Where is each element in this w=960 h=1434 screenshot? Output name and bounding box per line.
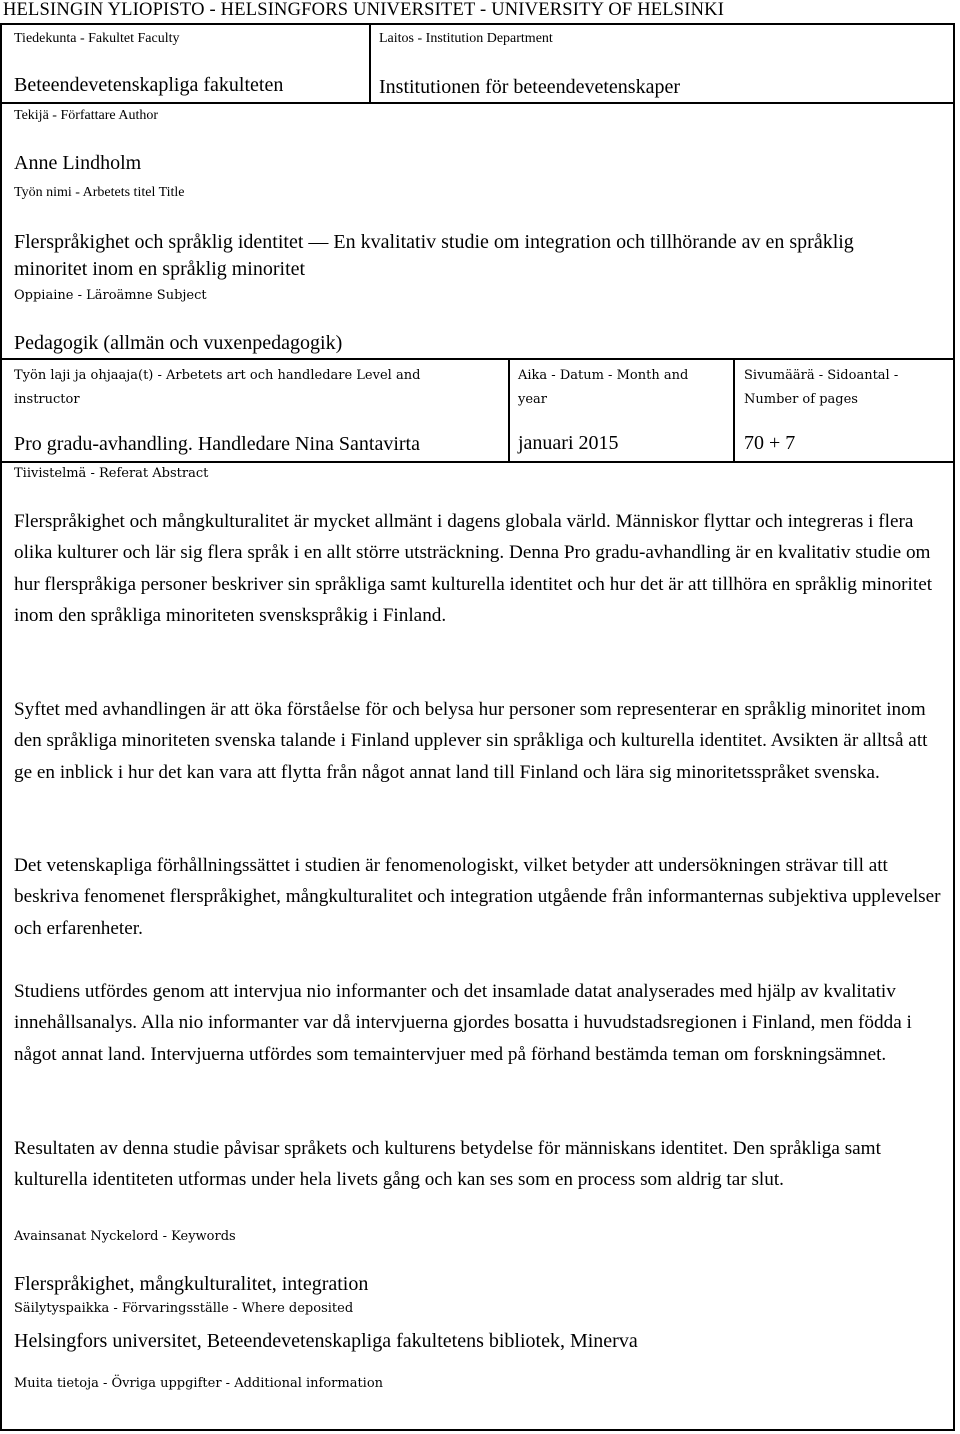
abstract-label: Tiivistelmä - Referat Abstract [14, 466, 209, 481]
university-header: HELSINGIN YLIOPISTO - HELSINGFORS UNIVERSITET - UNIVERSITY OF HELSINKI [3, 0, 725, 20]
author-label: Tekijä - Författare Author [14, 108, 159, 123]
level-value: Pro gradu-avhandling. Handledare Nina Santavirta [14, 433, 420, 455]
pages-value: 70 + 7 [744, 432, 796, 454]
deposited-label: Säilytyspaikka - Förvaringsställe - Where deposited [14, 1301, 354, 1316]
subject-value: Pedagogik (allmän och vuxenpedagogik) [14, 332, 343, 354]
department-label: Laitos - Institution Department [379, 31, 553, 46]
abstract-paragraph: Det vetenskapliga förhållningssättet i studien är fenomenologiskt, vilket betyder att undersökningen strävar till att beskriva fenomenet flerspråkighet, mångkulturalitet och integration utgående från informanternas subjektiva upplevelser och erfarenheter. [14, 855, 941, 939]
rule-pages-divider [733, 358, 735, 462]
date-label: Aika - Datum - Month and year [518, 368, 689, 407]
rule-date-divider [508, 358, 510, 462]
rule-abstract [0, 461, 955, 463]
department-value: Institutionen för beteendevetenskaper [379, 76, 680, 98]
deposited-value: Helsingfors universitet, Beteendevetenskapliga fakultetens bibliotek, Minerva [14, 1330, 638, 1352]
abstract-paragraph: Flerspråkighet och mångkulturalitet är mycket allmänt i dagens globala värld. Människor flyttar och integreras i flera olika kulturer och lär sig flera språk i en allt större utsträckning. Denna Pro gradu-avhandling är en kvalitativ studie om hur flerspråkiga personer beskriver sin språkliga samt kulturella identitet och hur det är att tillhöra en språklig minoritet inom den språkliga minoriteten svenskspråkig i Finland. [14, 511, 933, 626]
additional-info-label: Muita tietoja - Övriga uppgifter - Additional information [14, 1376, 384, 1391]
pages-label: Sivumäärä - Sidoantal - Number of pages [744, 368, 899, 407]
abstract-paragraph: Resultaten av denna studie påvisar språkets och kulturens betydelse för människans identitet. Den språkliga samt kulturella identiteten utformas under hela livets gång och kan ses som en process som aldrig tar slut. [14, 1138, 881, 1191]
title-label: Työn nimi - Arbetets titel Title [14, 185, 185, 200]
abstract-paragraph: Syftet med avhandlingen är att öka förståelse för och belysa hur personer som representerar en språklig minoritet inom den språkliga minoriteten svenska talande i Finland upplever sin språkliga och kulturella identitet. Avsikten är alltså att ge en inblick i hur det kan vara att flytta från något annat land till Finland och lära sig minoritetsspråket svenska. [14, 699, 928, 783]
subject-label: Oppiaine - Läroämne Subject [14, 288, 207, 303]
level-label: Työn laji ja ohjaaja(t) - Arbetets art och handledare Level and instructor [14, 368, 421, 407]
rule-level [0, 358, 955, 360]
rule-faculty-divider [369, 23, 371, 103]
faculty-value: Beteendevetenskapliga fakulteten [14, 74, 284, 96]
abstract-paragraph: Studiens utfördes genom att intervjua nio informanter och det insamlade datat analyserades med hjälp av kvalitativ innehållsanalys. Alla nio informanter var då intervjuerna gjordes bosatta i huvudstadsregionen i Finland, men födda i något annat land. Intervjuerna utfördes som temaintervjuer med på förhand bestämda teman om forskningsämnet. [14, 981, 912, 1065]
keywords-label: Avainsanat Nyckelord - Keywords [14, 1229, 236, 1244]
date-value: januari 2015 [518, 432, 619, 454]
faculty-label: Tiedekunta - Fakultet Faculty [14, 31, 180, 46]
thesis-title: Flerspråkighet och språklig identitet — En kvalitativ studie om integration och tillhörande av en språklig minoritet inom en språklig minoritet [14, 231, 854, 280]
keywords-value: Flerspråkighet, mångkulturalitet, integration [14, 1273, 369, 1295]
author-value: Anne Lindholm [14, 152, 142, 174]
rule-faculty [0, 102, 955, 104]
